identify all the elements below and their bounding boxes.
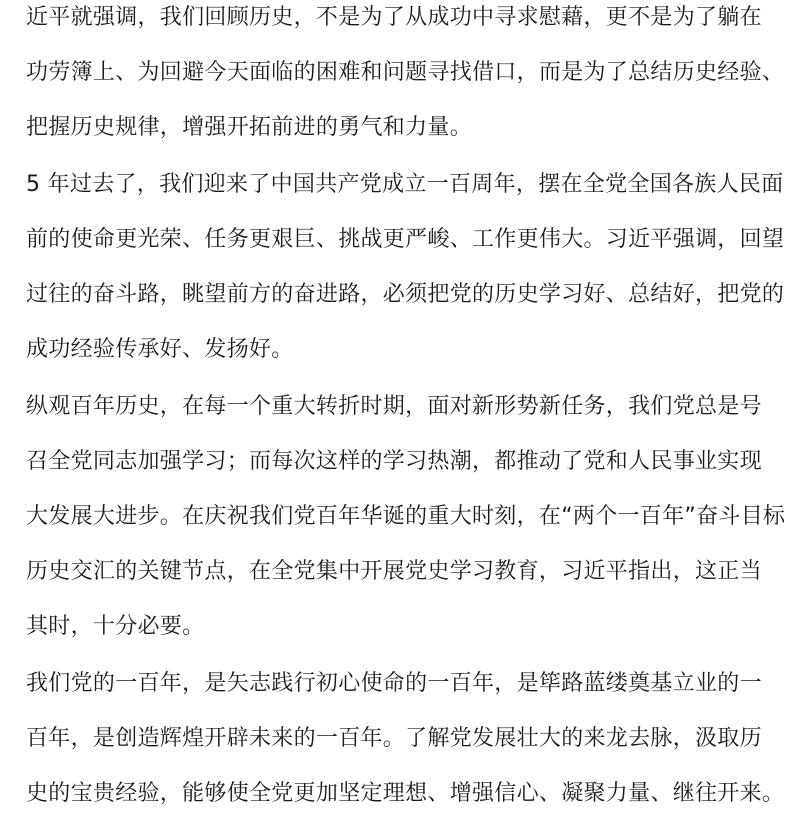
text-line: 纵观百年历史，在每一个重大转折时期，面对新形势新任务，我们党总是号: [26, 394, 762, 419]
paragraph-2: [26, 157, 785, 377]
text-line: 成功经验传承好、发扬好。: [26, 337, 294, 362]
text-line: 功劳簿上、为回避今天面临的困难和问题寻找借口，而是为了总结历史经验、: [26, 60, 785, 85]
text-line: 5 年过去了，我们迎来了中国共产党成立一百周年，摆在全党全国各族人民面: [26, 172, 784, 197]
text-line: 大发展大进步。在庆祝我们党百年华诞的重大时刻，在“两个一百年”奋斗目标: [26, 504, 786, 529]
text-line: 其时，十分必要。: [26, 614, 205, 639]
text-line: 过往的奋斗路，眺望前方的奋进路，必须把党的历史学习好、总结好，把党的: [26, 282, 785, 307]
paragraph-3: [26, 379, 786, 654]
text-line: 召全党同志加强学习；而每次这样的学习热潮，都推动了党和人民事业实现: [26, 449, 762, 474]
text-line: 历史交汇的关键节点，在全党集中开展党史学习教育，习近平指出，这正当: [26, 559, 762, 584]
article-body: [26, 0, 786, 821]
paragraph-1: [26, 0, 785, 155]
text-line: 把握历史规律，增强开拓前进的勇气和力量。: [26, 115, 473, 140]
text-line: 近平就强调，我们回顾历史，不是为了从成功中寻求慰藉，更不是为了躺在: [26, 5, 762, 30]
text-line: 百年，是创造辉煌开辟未来的一百年。了解党发展壮大的来龙去脉，汲取历: [26, 726, 762, 751]
text-line: 我们党的一百年，是矢志践行初心使命的一百年，是筚路蓝缕奠基立业的一: [26, 671, 762, 696]
paragraph-4: [26, 656, 785, 821]
text-line: 史的宝贵经验，能够使全党更加坚定理想、增强信心、凝聚力量、继往开来。: [26, 781, 785, 806]
text-line: 前的使命更光荣、任务更艰巨、挑战更严峻、工作更伟大。习近平强调，回望: [26, 227, 785, 252]
